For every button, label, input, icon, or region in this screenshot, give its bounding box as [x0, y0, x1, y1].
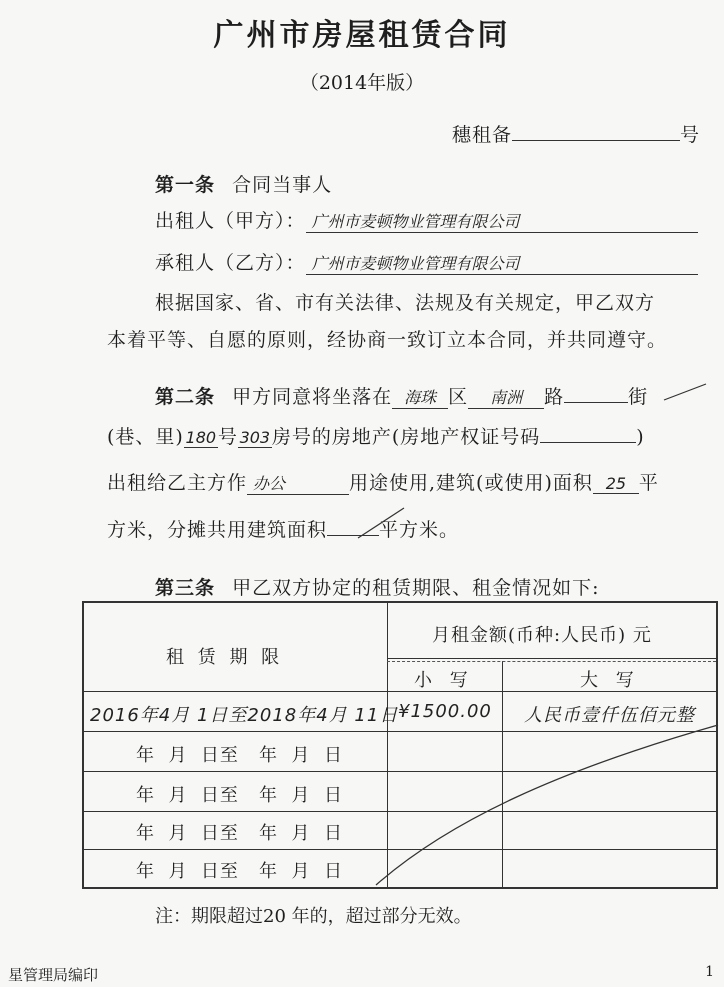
article2-line4: [107, 515, 459, 542]
row5-period: 年 月 日至 年 月 日: [136, 861, 343, 882]
area-field[interactable]: 25: [593, 474, 639, 494]
article3-line: [155, 573, 599, 600]
table-rule-row4: [84, 849, 718, 850]
row2-period: 年 月 日至 年 月 日: [136, 745, 343, 766]
row1-small-amount[interactable]: ¥1500.00: [398, 701, 492, 722]
article2-text1: 甲方同意将坐落在: [232, 386, 393, 408]
table-rule-row3: [84, 811, 718, 812]
table-rule-dashed: [387, 661, 716, 662]
room-number-field[interactable]: 303: [239, 428, 271, 447]
table-rule-rent-header: [387, 658, 718, 659]
table-rule-row1: [84, 731, 718, 732]
article2-line2: [107, 422, 645, 449]
page-number: 1: [705, 964, 714, 980]
article2-text10: 用途使用,建筑(或使用)面积: [349, 472, 593, 494]
article2-text7: 房号的房地产(房地产权证号码: [271, 426, 541, 448]
article1-text: 合同当事人: [232, 174, 333, 196]
lessor-line: [155, 206, 698, 233]
filing-number-field[interactable]: [512, 140, 680, 141]
article2-text5: (巷、里): [107, 426, 184, 448]
period-header: 租 赁 期 限: [166, 647, 284, 668]
article2-text9: 出租给乙主方作: [107, 472, 248, 494]
contract-edition: （2014年版）: [299, 72, 425, 94]
street-field[interactable]: [564, 402, 628, 403]
lessee-value[interactable]: 广州市麦顿物业管理有限公司: [306, 251, 698, 275]
property-cert-field[interactable]: [540, 442, 636, 443]
article2-text12: 方米，分摊共用建筑面积: [107, 519, 328, 541]
article1-paragraph-line1: 根据国家、省、市有关法律、法规及有关规定，甲乙双方: [155, 292, 656, 314]
article1-heading: 第一条: [155, 174, 216, 196]
article3-heading: 第三条: [155, 577, 216, 599]
rent-header: 月租金额(币种:人民币) 元: [432, 625, 652, 646]
lessor-value[interactable]: 广州市麦顿物业管理有限公司: [306, 209, 698, 233]
article2-text8: ): [636, 426, 645, 448]
lessee-line: [155, 248, 698, 275]
rent-table: [82, 601, 718, 889]
row4-period: 年 月 日至 年 月 日: [136, 823, 343, 844]
article2-text4: 街: [628, 386, 649, 408]
shared-area-field[interactable]: [327, 535, 379, 536]
lessor-label: 出租人（甲方）：: [155, 210, 306, 232]
article2-heading: 第二条: [155, 386, 216, 408]
district-field[interactable]: 海珠: [392, 385, 448, 409]
street-number-field[interactable]: 180: [185, 428, 217, 447]
row3-period: 年 月 日至 年 月 日: [136, 785, 343, 806]
filing-suffix: 号: [680, 124, 701, 146]
article3-text: 甲乙双方协定的租赁期限、租金情况如下:: [232, 577, 600, 599]
usage-field[interactable]: 办公: [247, 471, 349, 495]
filing-number-line: [452, 120, 700, 147]
small-amount-header: 小 写: [414, 670, 474, 691]
lessee-label: 承租人（乙方）：: [155, 252, 306, 274]
article2-text11: 平: [638, 472, 659, 494]
filing-prefix: 穗租备: [452, 124, 513, 146]
table-divider-main: [387, 603, 388, 889]
footer-publisher: 星管理局编印: [8, 966, 99, 984]
term-note: 注：期限超过20 年的，超过部分无效。: [155, 906, 472, 927]
article2-text2: 区: [448, 386, 469, 408]
street-strike-line: [664, 384, 706, 400]
road-field[interactable]: 南洲: [468, 385, 544, 409]
article2-text3: 路: [544, 386, 565, 408]
large-amount-header: 大 写: [580, 670, 640, 691]
article2-line3: [107, 468, 659, 495]
article1-heading-line: [155, 170, 332, 197]
row1-period[interactable]: 2016年4月 1日至2018年4月 11日: [90, 705, 399, 726]
table-divider-amount: [502, 661, 503, 889]
contract-title: 广州市房屋租赁合同: [213, 18, 511, 53]
article2-text6: 号: [217, 426, 238, 448]
table-rule-row2: [84, 771, 718, 772]
article2-text13: 平方米。: [379, 519, 460, 541]
article1-paragraph-line2: 本着平等、自愿的原则，经协商一致订立本合同，并共同遵守。: [107, 329, 668, 351]
row1-large-amount[interactable]: 人民币壹仟伍佰元整: [524, 705, 695, 726]
article2-line1: [155, 382, 648, 409]
